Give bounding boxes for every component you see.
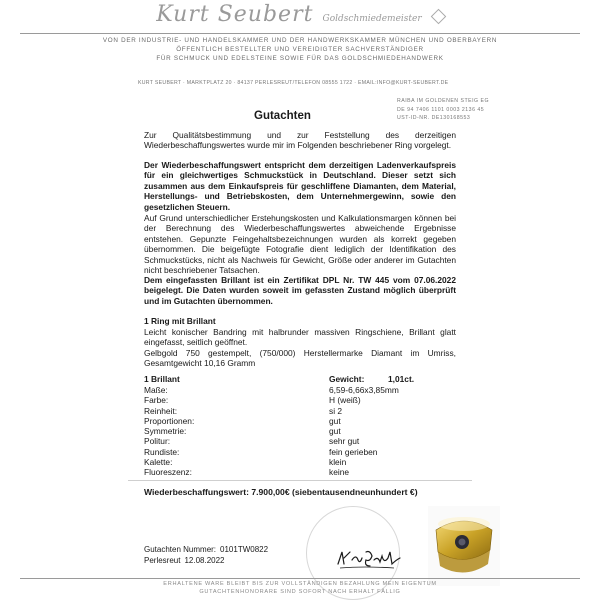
spec-row [144,447,444,457]
spec-value: si 2 [329,405,343,416]
certificate-number-label: Gutachten Nummer: [144,545,217,554]
spec-value: sehr gut [329,436,360,447]
brand-subtitle: Goldschmiedemeister [322,14,422,24]
spec-value: 6,59-6,66x3,85mm [329,385,399,395]
intro-paragraph: Zur Qualitätsbestimmung und zur Feststellung des derzeitigen Wiederbeschaffungswertes wurde mir im Folgenden beschriebener Ring vorgelegt. [144,130,456,151]
bank-details [397,97,489,123]
price-divider [128,480,472,481]
value-statement: Der Wiederbeschaffungswert entspricht dem derzeitigen Ladenverkaufspreis für ein gleichwertiges Schmuckstück in Deutschland. Dieser setzt sich zusammen aus dem Einkaufspreis für geschliffene Diamanten, dem Material, Herstellungs- und Betriebskosten, dem Unternehmergewinn, sowie den gesetzlichen Steuern. [144,160,456,212]
spec-label: Maße: [144,385,168,395]
certificate-number: 0101TW0822 [220,545,269,554]
spec-label: Farbe: [144,395,169,406]
sender-address: KURT SEUBERT · MARKTPLATZ 20 · 84137 PERLESREUT/TELEFON 08555 1722 · EMAIL:INFO@KURT-SEUBERT.DE [138,80,449,86]
ring-material: Gelbgold 750 gestempelt, (750/000) Herstellermarke Diamant im Umriss, Gesamtgewicht 10,16 Gramm [144,348,456,369]
spec-row [144,416,444,426]
weight-label: Gewicht: [329,374,365,384]
credential-line: FÜR SCHMUCK UND EDELSTEINE SOWIE FÜR DAS GOLDSCHMIEDEHANDWERK [156,55,444,62]
bank-line: DE 94 7406 1101 0003 2136 45 [397,106,485,113]
brand-name: Kurt Seubert [156,2,314,27]
spec-row [144,436,444,446]
ring-description: Leicht konischer Bandring mit halbrunder massiven Ringschiene, Brillant glatt eingefasst, seitlich geöffnet. [144,327,456,348]
header-divider [20,33,580,34]
bank-line: UST-ID-NR. DE130168553 [397,115,471,121]
spec-row [144,385,444,395]
spec-value: klein [329,457,347,468]
spec-label: Rundiste: [144,446,180,457]
replacement-value: Wiederbeschaffungswert: 7.900,00€ (siebentausendneunhundert €) [144,487,418,497]
diamond-logo-icon [430,9,446,25]
spec-value: fein gerieben [329,446,378,457]
spec-label: Kalette: [144,457,173,468]
spec-row [144,426,444,436]
ring-photo [428,506,500,586]
footer-line: GUTACHTENHONORARE SIND SOFORT NACH ERHALT FÄLLIG [199,589,401,595]
spec-label: Reinheit: [144,405,178,416]
issue-date: 12.08.2022 [184,555,225,565]
ring-image-icon [428,506,500,586]
spec-value: keine [329,467,350,478]
footer-divider [20,578,580,579]
stone-spec-table [144,385,444,478]
place-label: Perlesreut [144,555,181,565]
letterhead-credentials [0,36,600,63]
spec-row [144,467,444,477]
credential-line: VON DER INDUSTRIE- UND HANDELSKAMMER UND DER HANDWERKSKAMMER MÜNCHEN UND OBERBAYERN [102,37,498,44]
weight-value: 1,01ct. [388,374,415,384]
credential-line: ÖFFENTLICH BESTELLTER UND VEREIDIGTER SACHVERSTÄNDIGER [176,46,424,53]
spec-label: Proportionen: [144,415,195,426]
place-date-row [144,556,268,567]
ring-title: 1 Ring mit Brillant [144,316,216,326]
footer [0,580,600,596]
footer-line: ERHALTENE WARE BLEIBT BIS ZUR VOLLSTÄNDIGEN BEZAHLUNG MEIN EIGENTUM [163,581,437,587]
spec-label: Symmetrie: [144,426,187,437]
spec-label: Fluoreszenz: [144,467,192,478]
document-title: Gutachten [254,110,311,122]
certificate-info [144,545,268,566]
bank-line: RAIBA IM GOLDENEN STEIG EG [397,98,489,104]
spec-row [144,395,444,405]
disclaimer-paragraph: Auf Grund unterschiedlicher Erstehungskosten und Kalkulationsmargen können bei der Berechnung des Wiederbeschaffungswertes abweichende Ergebnisse entstehen. Gepunzte Feingehaltsbezeichnungen wurden als korrekt gegeben übernommen. Die beigefügte Fotografie dient lediglich der Identifikation des Schmuckstücks, nicht als Nachweis für Gewicht, Größe oder anderer im Gutachten nicht beschriebener Tatsachen. [144,213,456,276]
spec-value: gut [329,415,341,426]
stone-heading: 1 Brillant [144,374,180,384]
spec-label: Politur: [144,436,171,447]
spec-value: gut [329,426,341,437]
certificate-note: Dem eingefassten Brillant ist ein Zertifikat DPL Nr. TW 445 vom 07.06.2022 beigelegt. Die Daten wurden soweit im gefassten Zustand möglich überprüft und im Gutachten übernommen. [144,275,456,306]
certificate-number-row [144,545,268,556]
spec-value: H (weiß) [329,395,361,406]
letterhead-brand [0,2,600,27]
spec-row [144,457,444,467]
spec-row [144,406,444,416]
handwritten-signature [334,546,404,572]
